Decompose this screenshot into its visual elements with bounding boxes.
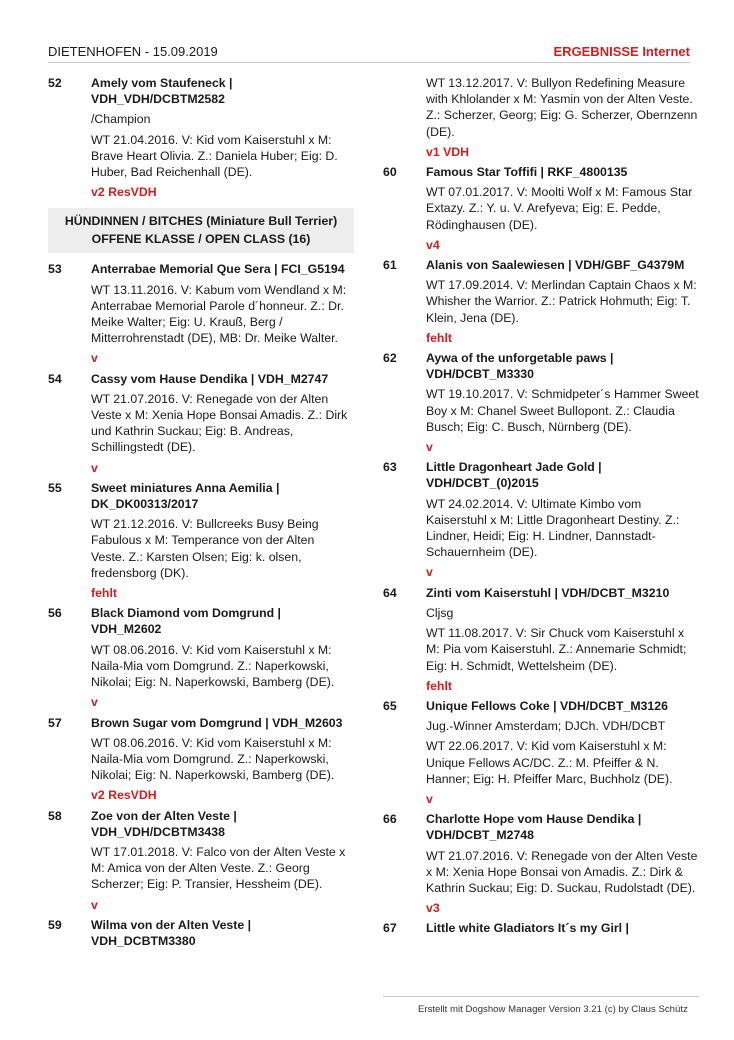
entry-53	[48, 261, 348, 366]
dog-title: Charlotte Hope vom Hause Dendika | VDH/DCBT_M2748	[426, 812, 642, 843]
dog-title: Black Diamond vom Domgrund | VDH_M2602	[91, 606, 281, 637]
entry-66	[383, 811, 699, 916]
entry-57	[48, 715, 348, 804]
entry-number: 66	[383, 812, 397, 827]
entry-number: 64	[383, 585, 397, 600]
dog-details: WT 21.07.2016. V: Renegade von der Alten Veste x M: Xenia Hope Bonsai Amadis. Z.: Dirk und Kathrin Suckau; Eig: B. Andreas, Schillingstedt (DE).	[91, 391, 348, 455]
dog-result: v	[91, 695, 98, 710]
entry-number: 60	[383, 165, 397, 180]
entry-59	[48, 917, 348, 949]
dog-details: WT 22.06.2017. V: Kid vom Kaiserstuhl x M: Unique Fellows AC/DC. Z.: M. Pfeiffer & N. Hanner; Eig: H. Pfeiffer Marc, Buchholz (DE).	[426, 739, 673, 786]
dog-details: WT 17.01.2018. V: Falco von der Alten Veste x M: Amica von der Alten Veste. Z.: Georg Scherzer; Eig: P. Transier, Hessheim (DE).	[91, 844, 346, 892]
dog-result: v2 ResVDH	[91, 788, 157, 803]
dog-details: WT 11.08.2017. V: Sir Chuck vom Kaiserstuhl x M: Pia vom Kaiserstuhl. Z.: Annemarie Schmidt; Eig: H. Schmidt, Wettelsheim (DE).	[426, 626, 687, 673]
entry-67	[383, 920, 699, 936]
dog-details: WT 13.12.2017. V: Bullyon Redefining Measure with Khlolander x M: Yasmin von der Alten Veste. Z.: Scherzer, Georg; Eig: G. Scherzer, Obernzenn (DE).	[426, 76, 698, 139]
dog-details: WT 21.12.2016. V: Bullcreeks Busy Being Fabulous x M: Temperance von der Alten Veste. Z.: Karsten Olsen; Eig: k. olsen, fredensborg (DK).	[91, 517, 319, 580]
dog-title: Zoe von der Alten Veste | VDH_VDH/DCBTM3438	[91, 808, 237, 839]
dog-title: Sweet miniatures Anna Aemilia | DK_DK00313/2017	[91, 480, 280, 512]
dog-title: Alanis von Saalewiesen | VDH/GBF_G4379M	[426, 258, 685, 273]
dog-title: Aywa of the unforgetable paws | VDH/DCBT_M3330	[426, 351, 614, 382]
entry-number: 62	[383, 351, 397, 366]
entry-number: 59	[48, 917, 62, 932]
dog-details: WT 07.01.2017. V: Moolti Wolf x M: Famous Star Extazy. Z.: Y. u. V. Arefyeva; Eig: E. Pedde, Rödinghausen (DE).	[426, 185, 693, 232]
dog-details: WT 21.07.2016. V: Renegade von der Alten Veste x M: Xenia Hope Bonsai von Amadis. Z.: Dirk & Kathrin Suckau; Eig: D. Suckau, Rudolstadt (DE).	[426, 848, 698, 895]
entry-64	[383, 585, 699, 694]
page-header	[48, 44, 690, 64]
dog-title: Cassy vom Hause Dendika | VDH_M2747	[91, 371, 329, 386]
entry-56	[48, 605, 348, 710]
results-label: ERGEBNISSE Internet	[553, 44, 690, 59]
dog-title: Wilma von der Alten Veste | VDH_DCBTM3380	[91, 917, 252, 948]
dog-result: v4	[426, 237, 440, 252]
section-class-label: OFFENE KLASSE / OPEN CLASS (16)	[91, 232, 311, 247]
dog-details: WT 08.06.2016. V: Kid vom Kaiserstuhl x M: Naila-Mia vom Domgrund. Z.: Naperkowski, Nikolai; Eig: N. Naperkowski, Bamberg (DE).	[91, 642, 335, 690]
dog-title: Amely vom Staufeneck | VDH_VDH/DCBTM2582	[91, 76, 233, 107]
dog-result: v	[91, 351, 98, 366]
dog-title: Little white Gladiators It´s my Girl |	[426, 921, 629, 936]
entry-number: 57	[48, 715, 62, 730]
entry-54	[48, 371, 348, 476]
dog-result: fehlt	[426, 330, 452, 345]
dog-details: WT 08.06.2016. V: Kid vom Kaiserstuhl x M: Naila-Mia vom Domgrund. Z.: Naperkowski, Nikolai; Eig: N. Naperkowski, Bamberg (DE).	[91, 735, 335, 783]
dog-result: v3	[426, 901, 440, 916]
footer-divider	[383, 996, 699, 997]
dog-result: fehlt	[91, 586, 117, 601]
dog-result: v2 ResVDH	[91, 185, 157, 200]
entry-55	[48, 480, 348, 601]
dog-result: fehlt	[426, 678, 452, 693]
dog-details: WT 21.04.2016. V: Kid vom Kaiserstuhl x M: Brave Heart Olivia. Z.: Daniela Huber; Eig: D. Huber, Bad Reichenhall (DE).	[91, 132, 338, 180]
dog-title-extra: Jug.-Winner Amsterdam; DJCh. VDH/DCBT	[426, 719, 666, 734]
footer-credit: Erstellt mit Dogshow Manager Version 3.21 (c) by Claus Schütz	[418, 1004, 688, 1015]
entry-58	[48, 808, 348, 913]
entry-number: 53	[48, 262, 62, 277]
entry-60	[383, 164, 699, 253]
section-breed-label: HÜNDINNEN / BITCHES (Miniature Bull Terrier)	[64, 214, 338, 229]
dog-details: WT 19.10.2017. V: Schmidpeter´s Hammer Sweet Boy x M: Chanel Sweet Bullopont. Z.: Claudia Busch; Eig: C. Busch, Nürnberg (DE).	[426, 387, 699, 434]
dog-result: v	[426, 791, 433, 806]
entry-number: 52	[48, 76, 62, 90]
entry-number: 55	[48, 480, 62, 495]
entry-number: 58	[48, 808, 62, 823]
header-divider	[48, 62, 690, 63]
dog-result: v	[426, 440, 433, 455]
entry-65	[383, 698, 699, 807]
dog-title-extra: Cljsg	[426, 605, 454, 620]
dog-title: Zinti vom Kaiserstuhl | VDH/DCBT_M3210	[426, 585, 670, 600]
entry-63	[383, 459, 699, 580]
dog-title: Famous Star Toffifi | RKF_4800135	[426, 165, 628, 180]
left-column	[48, 75, 348, 949]
entry-52	[48, 75, 348, 200]
dog-details: WT 17.09.2014. V: Merlindan Captain Chaos x M: Whisher the Warrior. Z.: Patrick Hohmuth; Eig: T. Klein, Jena (DE).	[426, 278, 697, 325]
entry-number: 65	[383, 698, 397, 713]
dog-title: Unique Fellows Coke | VDH/DCBT_M3126	[426, 698, 668, 713]
entry-number: 56	[48, 606, 62, 621]
entry-59-continuation	[383, 75, 699, 160]
entry-number: 54	[48, 371, 62, 386]
dog-result: v	[426, 565, 433, 580]
entry-62	[383, 350, 699, 455]
dog-result: v1 VDH	[426, 144, 470, 159]
dog-result: v	[91, 897, 98, 912]
dog-result: v	[91, 460, 98, 475]
show-location-date: DIETENHOFEN - 15.09.2019	[48, 44, 218, 59]
entry-61	[383, 257, 699, 346]
dog-title: Anterrabae Memorial Que Sera | FCI_G5194	[91, 262, 345, 277]
entry-number: 61	[383, 258, 397, 273]
right-column	[383, 75, 699, 937]
class-section-header	[48, 208, 354, 253]
entry-number: 63	[383, 460, 397, 475]
dog-details: WT 13.11.2016. V: Kabum vom Wendland x M: Anterrabae Memorial Parole d´honneur. Z.: Dr. Meike Walter; Eig: U. Krauß, Berg / Mitterrohrenstadt (DE), MB: Dr. Meike Walter.	[91, 282, 347, 346]
dog-title: Little Dragonheart Jade Gold | VDH/DCBT_(0)2015	[426, 460, 602, 491]
entry-number: 67	[383, 921, 397, 936]
dog-title-extra: /Champion	[91, 112, 151, 127]
dog-title: Brown Sugar vom Domgrund | VDH_M2603	[91, 715, 343, 730]
dog-details: WT 24.02.2014. V: Ultimate Kimbo vom Kaiserstuhl x M: Little Dragonheart Destiny. Z.: Lindner, Heidi; Eig: H. Lindner, Dannstadt-Schauernheim (DE).	[426, 496, 680, 560]
